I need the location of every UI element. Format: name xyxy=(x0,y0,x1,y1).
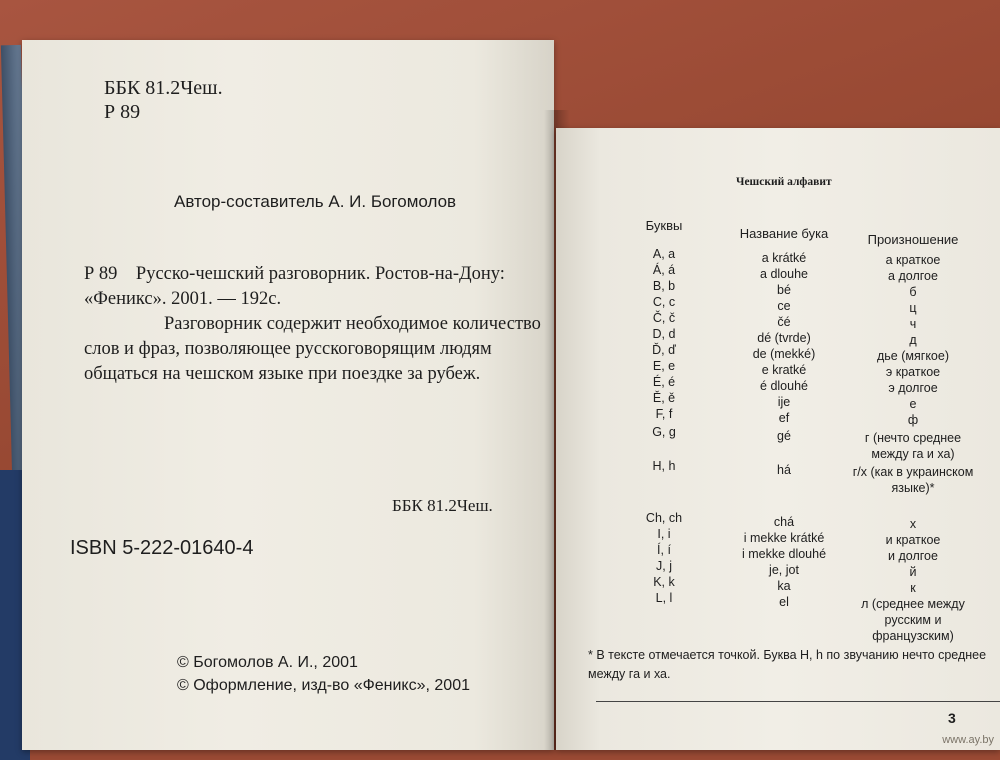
alphabet-letter-name: ce xyxy=(777,299,791,313)
alphabet-pronunciation: е xyxy=(909,397,917,411)
alphabet-title: Чешский алфавит xyxy=(736,176,832,188)
alphabet-pronunciation: г (нечто среднее между га и ха) xyxy=(864,431,962,461)
alphabet-pronunciation: ц xyxy=(909,301,917,315)
bbk-code-bottom: ББК 81.2Чеш. xyxy=(392,496,493,515)
alphabet-pronunciation: х xyxy=(909,517,917,531)
alphabet-letter: I, i xyxy=(657,527,671,541)
alphabet-pronunciation: а долгое xyxy=(888,269,938,283)
alphabet-letter-name: ije xyxy=(777,395,791,409)
copyright-author: © Богомолов А. И., 2001 xyxy=(177,654,358,671)
alphabet-letter: G, g xyxy=(652,425,676,439)
bbk-line-1: ББК 81.2Чеш. xyxy=(104,77,223,99)
alphabet-pronunciation: г/х (как в украинском языке)* xyxy=(852,465,974,495)
alphabet-letter: Ě, ě xyxy=(652,391,676,405)
alphabet-pronunciation: дье (мягкое) xyxy=(877,349,949,363)
alphabet-letter: B, b xyxy=(652,279,676,293)
alphabet-letter-name: é dlouhé xyxy=(760,379,808,393)
header-pronunciation: Произношение xyxy=(867,232,959,247)
alphabet-letter: Ch, ch xyxy=(645,511,683,525)
alphabet-letter-name: el xyxy=(779,595,789,609)
alphabet-pronunciation: а краткое xyxy=(885,253,941,267)
footnote-divider xyxy=(596,701,1000,702)
alphabet-pronunciation: э долгое xyxy=(888,381,938,395)
catalog-code: Р 89 xyxy=(84,264,118,284)
alphabet-letter: H, h xyxy=(652,459,676,473)
catalog-entry-block xyxy=(84,262,554,387)
alphabet-pronunciation: ф xyxy=(907,413,919,427)
alphabet-letter: E, e xyxy=(652,359,676,373)
alphabet-letter-name: chá xyxy=(773,515,795,529)
footnote: * В тексте отмечается точкой. Буква H, h по звучанию нечто среднее между га и ха. xyxy=(588,648,987,681)
page-number: 3 xyxy=(948,710,956,726)
alphabet-letter-name: je, jot xyxy=(769,563,799,577)
author-line: Автор-составитель А. И. Богомолов xyxy=(174,192,457,211)
copyright-publisher: © Оформление, изд-во «Феникс», 2001 xyxy=(177,677,470,694)
alphabet-letter-name: i mekke dlouhé xyxy=(741,547,827,561)
alphabet-letter: Á, á xyxy=(652,263,676,277)
alphabet-letter-name: ka xyxy=(777,579,791,593)
alphabet-letter: K, k xyxy=(653,575,675,589)
alphabet-letter-name: čé xyxy=(777,315,791,329)
alphabet-letter-name: i mekke krátké xyxy=(743,531,825,545)
alphabet-letter-name: ef xyxy=(778,411,790,425)
alphabet-pronunciation: и долгое xyxy=(888,549,938,563)
alphabet-letter-name: dé (tvrde) xyxy=(757,331,811,345)
alphabet-pronunciation: й xyxy=(909,565,917,579)
alphabet-letter: É, é xyxy=(652,375,676,389)
isbn: ISBN 5-222-01640-4 xyxy=(70,537,254,559)
alphabet-letter: A, a xyxy=(652,247,676,261)
alphabet-letter-name: bé xyxy=(777,283,791,297)
alphabet-letter: J, j xyxy=(656,559,672,573)
catalog-entry: Русско-чешский разговорник. Ростов-на-Дону: «Феникс». 2001. — 192с. xyxy=(84,264,505,309)
alphabet-letter-name: a krátké xyxy=(761,251,807,265)
alphabet-letter-name: gé xyxy=(777,429,791,443)
watermark: www.ay.by xyxy=(942,734,994,746)
alphabet-letter: L, l xyxy=(655,591,673,605)
header-letters: Буквы xyxy=(645,218,683,233)
left-page xyxy=(22,40,554,750)
alphabet-letter: D, d xyxy=(652,327,676,341)
alphabet-letter: Ď, ď xyxy=(652,343,676,357)
right-page xyxy=(556,128,1000,750)
alphabet-pronunciation: и краткое xyxy=(885,533,941,547)
alphabet-pronunciation: л (среднее между русским и французским) xyxy=(861,597,965,643)
annotation-text: Разговорник содержит необходимое количество слов и фраз, позволяющее русскоговорящим людям общаться на чешском языке при поездке за рубеж. xyxy=(84,314,541,384)
alphabet-letter-name: e kratké xyxy=(761,363,807,377)
bbk-line-2: Р 89 xyxy=(104,101,141,123)
alphabet-letter-name: a dlouhe xyxy=(760,267,808,281)
alphabet-letter: C, c xyxy=(652,295,676,309)
alphabet-pronunciation: к xyxy=(910,581,916,595)
alphabet-letter: F, f xyxy=(655,407,673,421)
bbk-code-top xyxy=(104,76,223,124)
alphabet-letter-name: de (mekké) xyxy=(752,347,816,361)
alphabet-pronunciation: э краткое xyxy=(885,365,941,379)
alphabet-letter: Č, č xyxy=(652,311,676,325)
alphabet-letter: Í, í xyxy=(657,543,671,557)
header-name: Название бука xyxy=(739,226,829,241)
alphabet-letter-name: há xyxy=(777,463,791,477)
alphabet-pronunciation: б xyxy=(909,285,917,299)
alphabet-pronunciation: ч xyxy=(909,317,917,331)
alphabet-pronunciation: д xyxy=(909,333,917,347)
